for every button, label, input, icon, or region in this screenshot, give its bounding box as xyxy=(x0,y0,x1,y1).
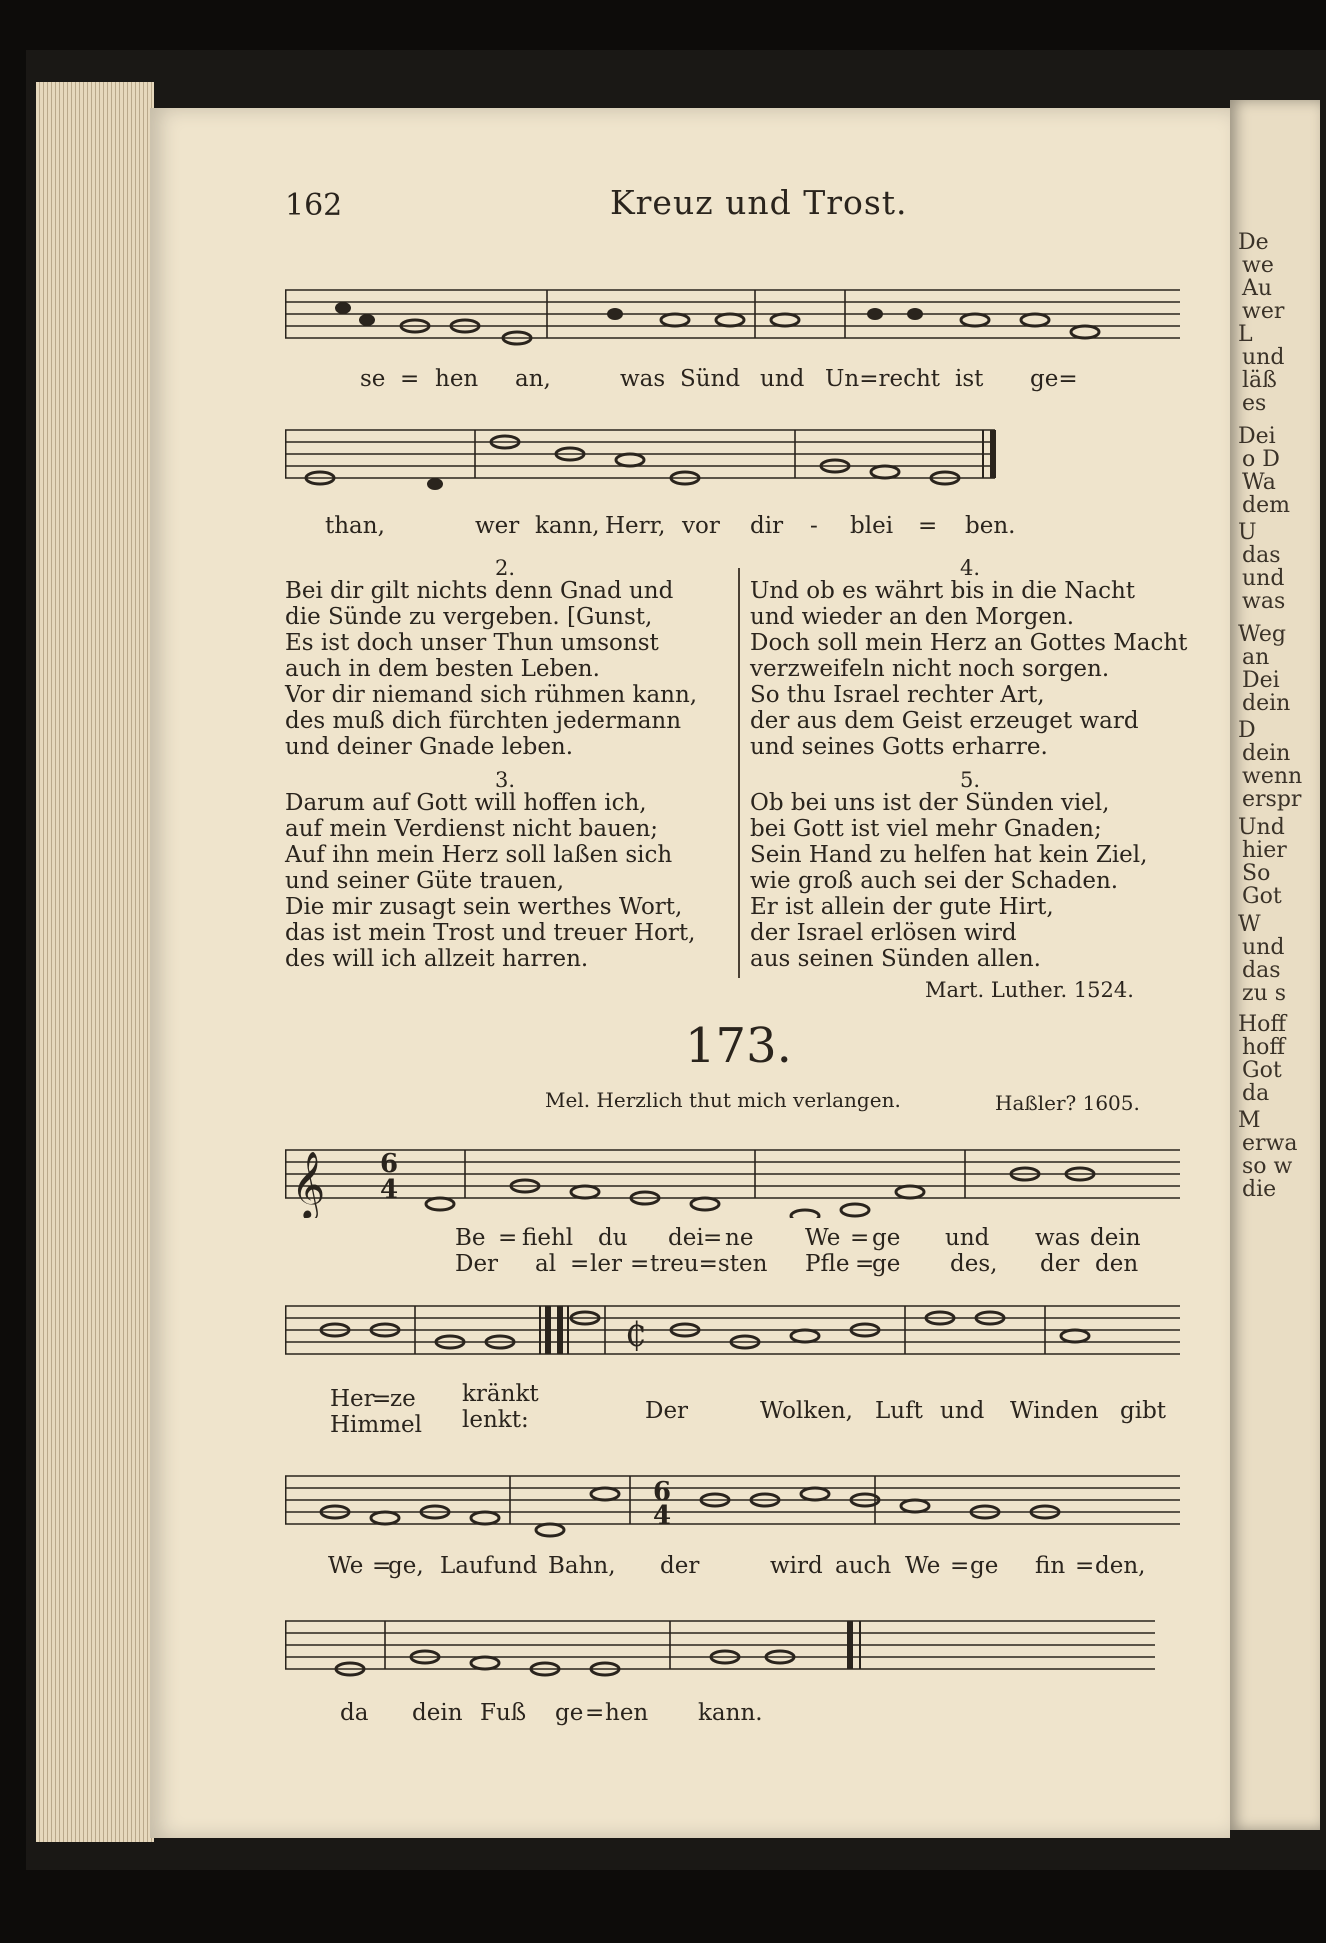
lyric: ne xyxy=(725,1225,754,1251)
verse-line: des will ich allzeit harren. xyxy=(285,946,589,972)
lyric: We xyxy=(805,1225,841,1251)
lyric: und xyxy=(493,1553,538,1579)
verse-line: und wieder an den Morgen. xyxy=(750,604,1075,630)
verse-line: der aus dem Geist erzeuget ward xyxy=(750,708,1139,734)
staff-173-1 xyxy=(285,1128,1185,1218)
melody-note: Mel. Herzlich thut mich verlangen. xyxy=(545,1088,901,1112)
verse-line: auf mein Verdienst nicht bauen; xyxy=(285,816,659,842)
time-sig-top: 6 xyxy=(653,1477,672,1507)
lyric: Lauf xyxy=(440,1553,493,1579)
facing-page-text: erwa xyxy=(1242,1131,1298,1156)
lyric: - xyxy=(810,513,818,539)
lyric: Bahn, xyxy=(548,1553,616,1579)
staff-prev-1 xyxy=(285,278,1185,358)
facing-page-text: und xyxy=(1242,935,1285,960)
verse-line: Auf ihn mein Herz soll laßen sich xyxy=(285,842,673,868)
page-number: 162 xyxy=(285,188,343,223)
staff-prev-2 xyxy=(285,418,1185,498)
lyric: vor xyxy=(682,513,720,539)
facing-page-text: hier xyxy=(1242,838,1287,863)
facing-page-text: wer xyxy=(1242,299,1285,324)
facing-page-text: da xyxy=(1242,1081,1270,1106)
lyric: fiehl xyxy=(522,1225,574,1251)
lyric: Der xyxy=(455,1251,499,1277)
lyric: fin xyxy=(1035,1553,1066,1579)
facing-page-text: und xyxy=(1242,345,1285,370)
lyric: des, xyxy=(950,1251,998,1277)
lyric: ben. xyxy=(965,513,1016,539)
facing-page-text: So xyxy=(1242,861,1271,886)
lyric: = xyxy=(703,1225,723,1251)
lyric: ler xyxy=(590,1251,622,1277)
lyric: Pfle xyxy=(805,1251,850,1277)
facing-page-text: hoff xyxy=(1242,1035,1286,1060)
treble-clef-icon: 𝄞 xyxy=(291,1150,326,1218)
lyric: da xyxy=(340,1700,369,1726)
lyric: se xyxy=(360,366,386,392)
verse-line: und seines Gotts erharre. xyxy=(750,734,1048,760)
lyric: kann. xyxy=(698,1700,763,1726)
lyric: = xyxy=(950,1553,970,1579)
lyric: dei xyxy=(668,1225,704,1251)
lyric: der xyxy=(660,1553,700,1579)
verse-line: Die mir zusagt sein werthes Wort, xyxy=(285,894,683,920)
lyric: Her xyxy=(330,1386,375,1412)
facing-page-text: Hoff xyxy=(1238,1012,1287,1037)
column-divider xyxy=(738,568,740,978)
lyric: = xyxy=(498,1225,518,1251)
running-head: Kreuz und Trost. xyxy=(610,183,908,222)
verse-line: bei Gott ist viel mehr Gnaden; xyxy=(750,816,1102,842)
lyric: blei xyxy=(850,513,894,539)
verse-line: verzweifeln nicht noch sorgen. xyxy=(750,656,1110,682)
facing-page-fragment xyxy=(1230,100,1320,1830)
lyric: Herr, xyxy=(605,513,666,539)
lyric: auch xyxy=(835,1553,892,1579)
attribution: Mart. Luther. 1524. xyxy=(925,978,1134,1002)
lyric: Himmel xyxy=(330,1412,422,1438)
facing-page-text: an xyxy=(1242,645,1270,670)
verse-line: So thu Israel rechter Art, xyxy=(750,682,1045,708)
facing-page-text: Und xyxy=(1238,815,1285,840)
lyric: hen xyxy=(605,1700,649,1726)
lyric: dir xyxy=(750,513,784,539)
facing-page-text: wenn xyxy=(1242,764,1303,789)
verse-line: Ob bei uns ist der Sünden viel, xyxy=(750,790,1110,816)
staff-173-2 xyxy=(285,1288,1185,1378)
lyric: ge, xyxy=(388,1553,424,1579)
composer: Haßler? 1605. xyxy=(995,1091,1140,1115)
lyric: ge xyxy=(872,1225,901,1251)
facing-page-text: dem xyxy=(1242,493,1290,518)
verse-number: 5. xyxy=(960,768,981,792)
verse-line: Vor dir niemand sich rühmen kann, xyxy=(285,682,698,708)
facing-page-text: dein xyxy=(1242,691,1291,716)
facing-page-text: De xyxy=(1238,230,1269,255)
lyric: und xyxy=(945,1225,990,1251)
lyric: ge= xyxy=(1030,366,1078,392)
hymn-number: 173. xyxy=(685,1018,792,1074)
verse-line: auch in dem besten Leben. xyxy=(285,656,600,682)
verse-line: Es ist doch unser Thun umsonst xyxy=(285,630,659,656)
facing-page-text: we xyxy=(1242,253,1274,278)
lyric: den, xyxy=(1095,1553,1146,1579)
lyric: dein xyxy=(412,1700,463,1726)
book-page xyxy=(150,108,1230,1838)
lyric: der xyxy=(1040,1251,1080,1277)
facing-page-text: das xyxy=(1242,958,1281,983)
facing-page-text: U xyxy=(1238,520,1257,545)
lyric: was xyxy=(1035,1225,1081,1251)
cut-time-icon: ₵ xyxy=(625,1315,647,1355)
lyric: = xyxy=(372,1553,392,1579)
lyric: ze xyxy=(390,1386,416,1412)
facing-page-text: was xyxy=(1242,589,1286,614)
facing-page-text: M xyxy=(1238,1108,1261,1133)
verse-line: Und ob es währt bis in die Nacht xyxy=(750,578,1136,604)
facing-page-text: Au xyxy=(1242,276,1273,301)
lyric: gibt xyxy=(1120,1398,1167,1424)
facing-page-text: läß xyxy=(1242,368,1277,393)
verse-line: der Israel erlösen wird xyxy=(750,920,1017,946)
lyric: = xyxy=(630,1251,650,1277)
lyric: al xyxy=(535,1251,557,1277)
lyric: kränkt xyxy=(462,1381,539,1407)
verse-line: und deiner Gnade leben. xyxy=(285,734,574,760)
facing-page-text: o D xyxy=(1242,447,1280,472)
facing-page-text: zu s xyxy=(1242,981,1287,1006)
facing-page-text: so w xyxy=(1242,1154,1293,1179)
lyric: lenkt: xyxy=(462,1407,529,1433)
lyric: Un=recht xyxy=(825,366,941,392)
verse-line: Darum auf Gott will hoffen ich, xyxy=(285,790,647,816)
lyric: an, xyxy=(515,366,551,392)
lyric: ist xyxy=(955,366,984,392)
lyric: ge xyxy=(970,1553,999,1579)
verse-line: Sein Hand zu helfen hat kein Ziel, xyxy=(750,842,1148,868)
verse-line: Er ist allein der gute Hirt, xyxy=(750,894,1054,920)
lyric: = xyxy=(918,513,938,539)
lyric: und xyxy=(940,1398,985,1424)
time-sig-bottom: 4 xyxy=(653,1501,672,1531)
verse-line: Bei dir gilt nichts denn Gnad und xyxy=(285,578,674,604)
lyric: Fuß xyxy=(480,1700,527,1726)
facing-page-text: D xyxy=(1238,718,1256,743)
facing-page-text: erspr xyxy=(1242,787,1302,812)
lyric: den xyxy=(1095,1251,1139,1277)
time-sig-bottom: 4 xyxy=(380,1175,399,1205)
lyric: ge xyxy=(872,1251,901,1277)
time-sig-top: 6 xyxy=(380,1149,399,1179)
lyric: du xyxy=(598,1225,628,1251)
verse-number: 4. xyxy=(960,556,981,580)
facing-page-text: und xyxy=(1242,566,1285,591)
facing-page-text: W xyxy=(1238,912,1261,937)
verse-line: des muß dich fürchten jedermann xyxy=(285,708,682,734)
verse-number: 3. xyxy=(495,768,516,792)
verse-line: Doch soll mein Herz an Gottes Macht xyxy=(750,630,1188,656)
lyric: Der xyxy=(645,1398,689,1424)
lyric: hen xyxy=(435,366,479,392)
staff-173-3 xyxy=(285,1458,1185,1548)
facing-page-text: Got xyxy=(1242,1058,1282,1083)
lyric: Be xyxy=(455,1225,486,1251)
lyric: und xyxy=(760,366,805,392)
facing-page-text: die xyxy=(1242,1177,1277,1202)
verse-line: aus seinen Sünden allen. xyxy=(750,946,1041,972)
lyric: = xyxy=(850,1225,870,1251)
verse-line: die Sünde zu vergeben. [Gunst, xyxy=(285,604,653,630)
facing-page-text: Weg xyxy=(1238,622,1286,647)
lyric: was xyxy=(620,366,666,392)
lyric: wer xyxy=(475,513,520,539)
lyric: = xyxy=(400,366,420,392)
lyric: = xyxy=(570,1251,590,1277)
lyric: ge xyxy=(555,1700,584,1726)
lyric: wird xyxy=(770,1553,823,1579)
lyric: = xyxy=(372,1386,392,1412)
lyric: dein xyxy=(1090,1225,1141,1251)
lyric: = xyxy=(585,1700,605,1726)
staff-173-4 xyxy=(285,1603,1185,1693)
page-edges xyxy=(36,82,154,1842)
lyric: than, xyxy=(325,513,385,539)
verse-line: wie groß auch sei der Schaden. xyxy=(750,868,1119,894)
lyric: Winden xyxy=(1010,1398,1099,1424)
lyric: kann, xyxy=(535,513,600,539)
verse-line: und seiner Güte trauen, xyxy=(285,868,565,894)
verse-line: das ist mein Trost und treuer Hort, xyxy=(285,920,696,946)
facing-page-text: Dei xyxy=(1242,668,1280,693)
facing-page-text: L xyxy=(1238,322,1253,347)
lyric: = xyxy=(1075,1553,1095,1579)
lyric: Wolken, xyxy=(760,1398,853,1424)
lyric: We xyxy=(328,1553,364,1579)
facing-page-text: Dei xyxy=(1238,424,1276,449)
facing-page-text: das xyxy=(1242,543,1281,568)
lyric: Sünd xyxy=(680,366,741,392)
facing-page-text: Got xyxy=(1242,884,1282,909)
facing-page-text: Wa xyxy=(1242,470,1276,495)
lyric: Luft xyxy=(875,1398,923,1424)
lyric: We xyxy=(905,1553,941,1579)
lyric: treu=sten xyxy=(650,1251,768,1277)
facing-page-text: es xyxy=(1242,391,1267,416)
lyric: = xyxy=(855,1251,875,1277)
verse-number: 2. xyxy=(495,556,516,580)
facing-page-text: dein xyxy=(1242,741,1291,766)
